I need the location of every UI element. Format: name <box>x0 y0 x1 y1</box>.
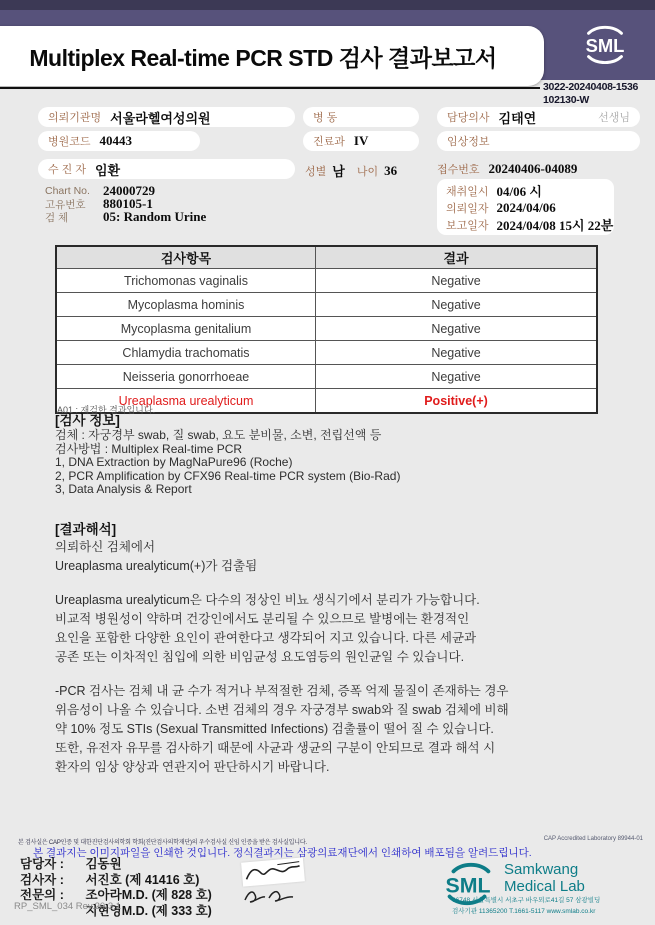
signature-2 <box>240 886 296 906</box>
field-request-date <box>446 199 614 216</box>
age-label: 나이 <box>356 165 379 178</box>
barcode-line1: 3022-20240408-1536 <box>543 81 639 93</box>
spacer <box>55 667 630 682</box>
interpretation-line: 위음성이 나올 수 있습니다. 소변 검체의 경우 자궁경부 swab와 질 swab 검체에 비해 <box>55 703 509 717</box>
dates-box <box>437 179 614 235</box>
spacer <box>55 576 630 591</box>
lab-contact: 검사기관 11365200 T.1661-5117 www.smlab.co.kr <box>452 908 596 915</box>
test-result: Negative <box>431 273 481 288</box>
exam-info-section <box>55 403 615 497</box>
field-report-date <box>446 216 614 233</box>
receipt-no-label: 접수번호 <box>437 164 480 176</box>
report-date-value: 2024/04/08 15시 22분 <box>496 218 614 233</box>
field-specimen <box>45 209 206 225</box>
test-item: Mycoplasma hominis <box>57 293 316 316</box>
ward-label: 병 동 <box>313 112 338 124</box>
receipt-no-value: 20240406-04089 <box>488 161 578 176</box>
organization-label: 의뢰기관명 <box>48 112 102 124</box>
doctor-suffix: 선생님 <box>598 112 630 124</box>
exam-info-line: 2, PCR Amplification by CFX96 Real-time PCR system (Bio-Rad) <box>55 468 401 483</box>
interpretation-section <box>55 518 630 777</box>
table-row <box>57 340 596 364</box>
interpretation-line: Ureaplasma urealyticum(+)가 검출됨 <box>55 559 258 573</box>
header-divider <box>0 87 540 89</box>
field-hospital-code <box>38 131 200 151</box>
request-date-label: 의뢰일자 <box>446 202 489 215</box>
test-result: Negative <box>431 345 481 360</box>
staff-name: 지현영M.D. (제 333 호) <box>85 903 212 918</box>
svg-text:SML: SML <box>585 34 625 56</box>
doctor-label: 담당의사 <box>447 112 490 124</box>
lab-address: 06748 서울특별시 서초구 바우뫼로41길 57 삼광빌딩 <box>452 897 601 904</box>
field-ward <box>303 107 419 127</box>
staff-role: 검사자 : <box>20 872 64 887</box>
sex-label: 성별 <box>305 165 327 178</box>
interpretation-line: 요인을 포함한 다양한 요인이 관여한다고 생각되어 지고 있습니다. 다른 세균과 <box>55 631 477 645</box>
test-result: Positive(+) <box>424 393 488 408</box>
report-date-label: 보고일자 <box>446 219 489 232</box>
field-clinical-info <box>437 131 640 151</box>
clinical-info-label: 임상정보 <box>447 136 490 148</box>
table-row <box>57 292 596 316</box>
hospital-code-value: 40443 <box>99 133 133 148</box>
field-organization <box>38 107 295 127</box>
test-item: Mycoplasma genitalium <box>57 317 316 340</box>
specimen-value: 05: Random Urine <box>103 209 207 224</box>
table-row <box>57 364 596 388</box>
patient-label: 수 진 자 <box>48 164 86 176</box>
test-result: Negative <box>431 369 481 384</box>
department-label: 진료과 <box>313 136 345 148</box>
interpretation-line: 공존 또는 이차적인 침입에 의한 비임균성 요도염등의 원인균일 수 있습니다. <box>55 650 465 664</box>
lab-name-line1: Samkwang <box>504 861 579 878</box>
page-title: Multiplex Real-time PCR STD 검사 결과보고서 <box>29 44 497 71</box>
lab-address-block <box>452 895 600 917</box>
test-item: Trichomonas vaginalis <box>57 269 316 292</box>
sex-value: 남 <box>332 164 345 179</box>
interpretation-title: [결과해석] <box>55 522 117 537</box>
cap-accreditation-text: CAP Accredited Laboratory 89944-01 <box>543 836 643 842</box>
exam-info-title: [검사 정보] <box>55 413 120 428</box>
collect-date-label: 채취일시 <box>446 185 489 198</box>
staff-name: 김동원 <box>85 857 122 871</box>
exam-info-line: 검체 : 자궁경부 swab, 질 swab, 요도 분비물, 소변, 전립선액 등 <box>55 428 382 442</box>
field-patient <box>38 159 295 179</box>
test-result: Negative <box>431 321 481 336</box>
age-value: 36 <box>384 162 398 178</box>
exam-info-line: 3, Data Analysis & Report <box>55 482 192 496</box>
patient-value: 임환 <box>95 162 121 178</box>
test-item: Neisseria gonorrhoeae <box>57 365 316 388</box>
staff-role: 전문의 : <box>20 888 64 902</box>
staff-name: 서진호 (제 41416 호) <box>85 872 200 887</box>
chart-no-value: 24000729 <box>103 183 155 198</box>
hospital-code-label: 병원코드 <box>48 136 91 148</box>
accreditation-note: 본 검사실은 CAP인증 및 대한진단검사의학회 학회(진단검사의학재단)의 우수검사실 신임 인증을 받은 검사실입니다. <box>18 840 307 846</box>
organization-value: 서울라헬여성의원 <box>110 110 211 126</box>
interpretation-line: Ureaplasma urealyticum은 다수의 정상인 비뇨 생식기에서 분리가 가능합니다. <box>55 593 480 607</box>
test-item: Ureaplasma urealyticum <box>57 389 316 412</box>
print-notice: 본 결과지는 이미지파일을 인쇄한 것입니다. 정식결과지는 삼광의료재단에서 인쇄하여 배포됨을 알려드립니다. <box>33 847 532 859</box>
unique-no-value: 880105-1 <box>103 196 153 211</box>
exam-info-line: 검사방법 : Multiplex Real-time PCR <box>55 441 243 456</box>
interpretation-line: 약 10% 정도 STIs (Sexual Transmitted Infections) 검출률이 떨어 질 수 있습니다. <box>55 722 494 736</box>
department-value: IV <box>353 133 369 148</box>
chart-no-label: Chart No. <box>45 185 90 197</box>
unique-no-label: 고유번호 <box>45 198 86 211</box>
exam-info-line: 1, DNA Extraction by MagNaPure96 (Roche) <box>55 455 293 469</box>
collect-date-value: 04/06 시 <box>496 184 542 199</box>
request-date-value: 2024/04/06 <box>496 199 556 215</box>
field-doctor <box>437 107 640 127</box>
interpretation-line: 비교적 병원성이 약하며 건강인에서도 분리될 수 있으므로 발병에는 환경적인 <box>55 612 470 626</box>
doctor-value: 김태연 <box>498 110 537 126</box>
field-department <box>303 131 419 151</box>
form-code: RP_SML_034 Rev.20.3.1 <box>14 901 122 912</box>
staff-line <box>20 857 212 873</box>
lab-name <box>504 861 585 895</box>
column-header-result: 결과 <box>443 251 469 266</box>
table-row <box>57 268 596 292</box>
barcode-line2: 102130-W <box>543 93 590 106</box>
field-receipt-no <box>437 161 577 177</box>
specimen-label: 검 체 <box>45 211 69 224</box>
interpretation-line: -PCR 검사는 검체 내 균 수가 적거나 부적절한 검체, 증폭 억제 물질이 존재하는 경우 <box>55 684 509 698</box>
report-title-box <box>0 26 544 86</box>
patient-info-section <box>0 100 655 245</box>
staff-role: 담당자 : <box>20 857 64 871</box>
staff-name: 조아라M.D. (제 828 호) <box>85 888 212 902</box>
signature-1 <box>241 857 305 886</box>
field-collect-date <box>446 182 614 199</box>
svg-text:SML: SML <box>445 873 491 898</box>
staff-line <box>20 873 212 889</box>
retest-note: A01 : 재검한 결과입니다. <box>57 405 156 415</box>
sml-logo-icon <box>574 12 636 76</box>
test-item: Chlamydia trachomatis <box>57 341 316 364</box>
test-result: Negative <box>431 297 481 312</box>
result-table <box>55 245 598 414</box>
interpretation-line: 또한, 유전자 유무를 검사하기 때문에 사균과 생균의 구분이 안되므로 결과 해석 시 <box>55 741 496 755</box>
interpretation-line: 의뢰하신 검체에서 <box>55 540 156 554</box>
field-sex-age <box>305 161 409 180</box>
interpretation-line: 환자의 임상 양상과 연관지어 판단하시기 바랍니다. <box>55 760 330 774</box>
lab-name-line2: Medical Lab <box>504 878 585 895</box>
table-header-row <box>57 247 596 268</box>
column-header-item: 검사항목 <box>57 247 316 268</box>
table-row <box>57 316 596 340</box>
header-top-strip <box>0 0 655 10</box>
